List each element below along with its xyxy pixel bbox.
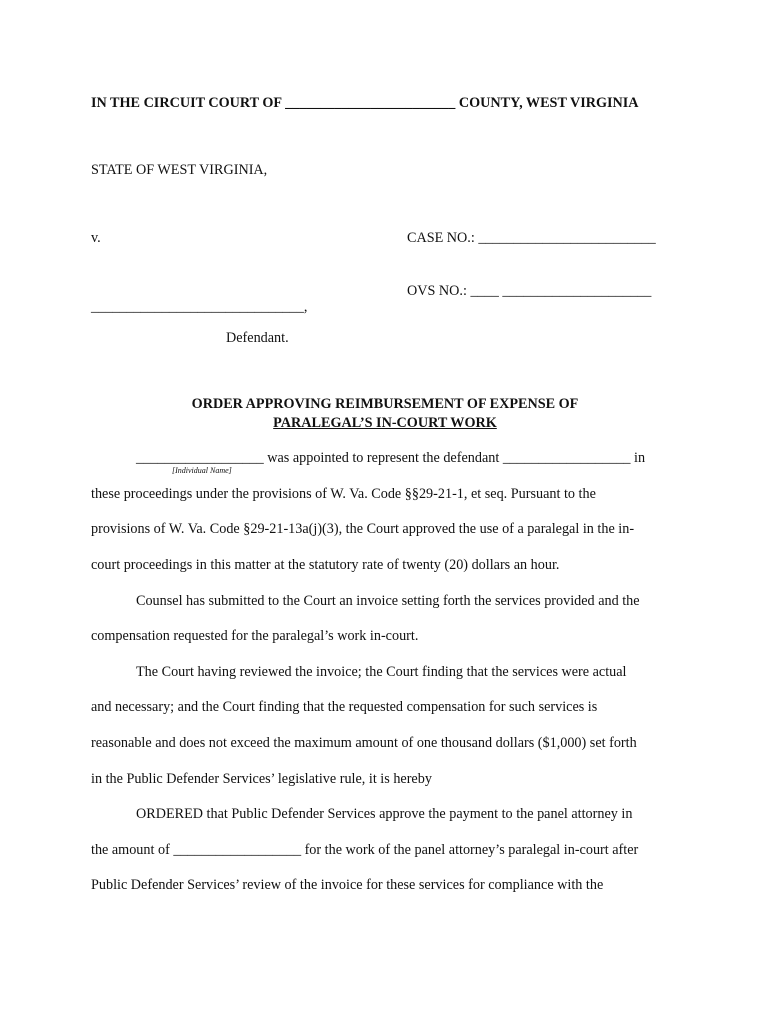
- versus-text: v.: [91, 230, 101, 246]
- order-title: ORDER APPROVING REIMBURSEMENT OF EXPENSE OF: [191, 396, 579, 412]
- body-line-10: in the Public Defender Services’ legislative rule, it is hereby: [91, 771, 432, 787]
- defendant-label: Defendant.: [226, 330, 289, 346]
- body-line-12: the amount of __________________ for the work of the panel attorney’s paralegal in-court after: [91, 842, 639, 858]
- defendant-name-field[interactable]: ______________________________,: [91, 299, 308, 315]
- body-line-11: ORDERED that Public Defender Services approve the payment to the panel attorney in: [136, 806, 633, 822]
- plaintiff-name: STATE OF WEST VIRGINIA,: [91, 162, 268, 178]
- body-line-8: and necessary; and the Court finding that the requested compensation for such services is: [91, 699, 598, 715]
- body-line-1: __________________ was appointed to represent the defendant __________________ in: [136, 450, 646, 466]
- body-line-6: compensation requested for the paralegal’s work in-court.: [91, 628, 419, 644]
- body-line-9: reasonable and does not exceed the maximum amount of one thousand dollars ($1,000) set forth: [91, 735, 637, 751]
- case-number-field[interactable]: CASE NO.: _________________________: [407, 230, 656, 246]
- body-line-7: The Court having reviewed the invoice; the Court finding that the services were actual: [136, 664, 627, 680]
- body-line-3: provisions of W. Va. Code §29-21-13a(j)(3), the Court approved the use of a paralegal in the in-: [91, 521, 635, 537]
- individual-name-caption: [Individual Name]: [172, 466, 232, 475]
- order-subtitle: [0, 415, 770, 431]
- order-subtitle-text: PARALEGAL’S IN-COURT WORK: [273, 415, 497, 431]
- court-heading: IN THE CIRCUIT COURT OF ________________________ COUNTY, WEST VIRGINIA: [91, 95, 639, 111]
- body-line-5: Counsel has submitted to the Court an invoice setting forth the services provided and the: [136, 593, 640, 609]
- body-line-13: Public Defender Services’ review of the invoice for these services for compliance with the: [91, 877, 604, 893]
- body-line-2: these proceedings under the provisions of W. Va. Code §§29-21-1, et seq. Pursuant to the: [91, 486, 596, 502]
- body-line-4: court proceedings in this matter at the statutory rate of twenty (20) dollars an hour.: [91, 557, 560, 573]
- ovs-number-field[interactable]: OVS NO.: ____ _____________________: [407, 283, 652, 299]
